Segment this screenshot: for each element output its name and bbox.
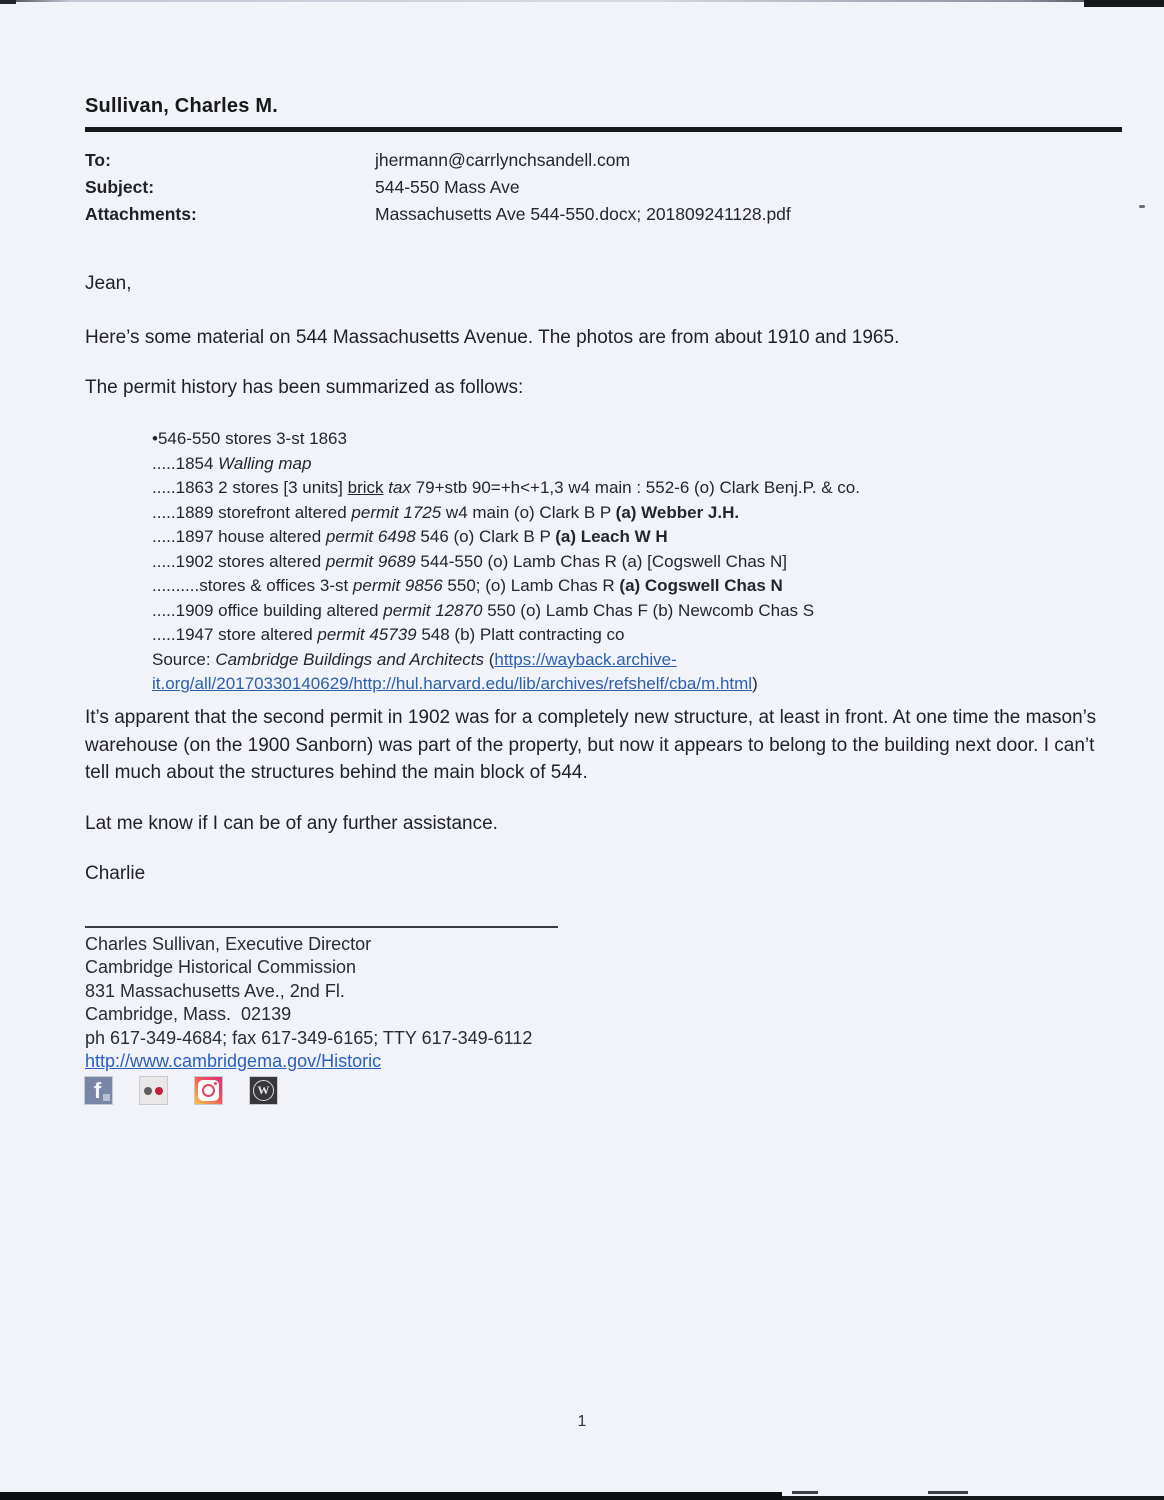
permit-line-segment: •546-550 stores 3-st 1863 [152,429,347,448]
email-header-fields [85,150,791,231]
signoff-name: Charlie [85,863,146,884]
permit-line-segment: permit 1725 [351,502,442,522]
permit-source-link[interactable]: it.org/all/20170330140629/http://hul.harvard.edu/lib/archives/refshelf/cba/m.html [152,674,753,693]
attachments-field-row [85,204,791,231]
permit-line-segment: 548 (b) Platt contracting co [416,625,625,644]
signature-divider-rule [85,926,558,928]
facebook-icon[interactable] [85,1077,112,1104]
scan-dot-artifact [1139,205,1145,208]
subject-field-row [85,177,791,204]
permit-history-line [152,501,860,526]
sender-name-heading: Sullivan, Charles M. [85,95,278,117]
wordpress-w-glyph: W [253,1080,274,1101]
permit-line-segment: .....1889 storefront altered [152,502,352,522]
permit-history-line [152,525,860,550]
permit-line-segment: permit 9856 [352,576,443,595]
permit-history-intro: The permit history has been summarized as follows: [85,377,524,398]
to-field-label: To: [85,150,111,170]
permit-line-segment: (a) Leach W H [555,527,668,546]
facebook-f-glyph: f [93,1078,102,1104]
permit-line-segment: 544-550 (o) Lamb Chas R (a) [Cogswell Chas N] [415,551,787,571]
signature-phone-line: ph 617-349-4684; fax 617-349-6165; TTY 617-349-6112 [85,1027,533,1048]
permit-line-segment: permit 12870 [383,600,483,620]
permit-history-line [152,452,860,477]
permit-line-segment: brick [347,478,384,497]
permit-line-segment: Cambridge Buildings and Architects [215,649,484,669]
attachments-field-label: Attachments: [85,204,197,224]
scan-bottom-tick [928,1491,968,1494]
instagram-icon[interactable] [195,1077,222,1104]
permit-line-segment: Walling map [218,453,312,473]
permit-history-line [152,648,860,673]
scan-top-left-mark [0,0,16,4]
instagram-camera-body [198,1080,219,1101]
permit-line-segment: 79+stb 90=+h<+1,3 w4 main : 552-6 (o) Clark Benj.P. & co. [410,478,860,497]
to-field-value: jhermann@carrlynchsandell.com [375,150,631,170]
signature-name-title: Charles Sullivan, Executive Director [85,934,372,954]
signature-address-line1: 831 Massachusetts Ave., 2nd Fl. [85,980,345,1001]
closing-line: Lat me know if I can be of any further assistance. [85,813,498,834]
flickr-red-dot [155,1087,163,1095]
permit-line-segment: (a) Webber J.H. [615,502,740,522]
signature-block [85,926,558,1104]
greeting-text: Jean, [85,273,132,294]
permit-line-segment: 546 (o) Clark B P [415,527,556,546]
permit-history-line [152,427,860,452]
permit-line-segment: .....1897 house altered [152,527,326,546]
signature-organization: Cambridge Historical Commission [85,957,357,978]
analysis-paragraph: It’s apparent that the second permit in 1902 was for a completely new structure, at least in front. At one time the mason’s warehouse (on the 1900 Sanborn) was part of the property, but now it appears to belong to the building next door. I can’t tell much about the structures behind the main block of 544. [85,707,1097,783]
intro-paragraph: Here’s some material on 544 Massachusetts Avenue. The photos are from about 1910 and 1965. [85,327,900,348]
permit-line-segment: .....1854 [152,453,219,473]
to-field-row [85,150,791,177]
permit-line-segment: permit 6498 [325,527,416,546]
permit-line-segment: .....1863 2 stores [3 units] [152,478,348,497]
permit-line-segment: (a) Cogswell Chas N [619,576,783,595]
instagram-camera-lens [202,1084,215,1097]
permit-line-segment: permit 9689 [325,551,416,571]
instagram-flash-dot [214,1082,217,1085]
permit-line-segment: .....1902 stores altered [152,551,326,571]
permit-history-line [152,672,860,697]
subject-field-label: Subject: [85,177,155,197]
page-number: 1 [577,1413,587,1430]
wordpress-icon[interactable] [250,1077,277,1104]
permit-line-segment: tax [388,478,411,497]
permit-line-segment: Source: [152,649,216,669]
permit-history-line [152,574,860,599]
scan-top-edge-artifact [0,0,1164,2]
permit-line-segment: 550; (o) Lamb Chas R [442,576,620,595]
scan-bottom-bar-left [0,1492,782,1500]
permit-history-line [152,599,860,624]
permit-history-line [152,550,860,575]
permit-history-list [152,427,860,697]
facebook-icon-notch [103,1094,110,1101]
permit-history-line [152,623,860,648]
scan-bottom-tick [792,1491,818,1494]
scan-top-right-mark [1084,0,1164,7]
permit-line-segment: ) [752,674,758,693]
permit-line-segment: .....1909 office building altered [152,600,384,620]
signature-address-line2: Cambridge, Mass. 02139 [85,1004,292,1025]
flickr-gray-dot [144,1087,152,1095]
subject-field-value: 544-550 Mass Ave [375,177,520,197]
flickr-icon[interactable] [140,1077,167,1104]
attachments-field-value: Massachusetts Ave 544-550.docx; 201809241128.pdf [375,204,791,224]
permit-line-segment: ..........stores & offices 3-st [152,576,353,595]
permit-history-line [152,476,860,501]
permit-line-segment: w4 main (o) Clark B P [441,502,616,522]
permit-line-segment: 550 (o) Lamb Chas F (b) Newcomb Chas S [482,600,815,620]
social-icons-row [85,1077,558,1104]
permit-line-segment: ( [483,649,495,669]
permit-line-segment: .....1947 store altered [152,625,318,644]
historic-website-link[interactable]: http://www.cambridgema.gov/Historic [85,1051,382,1072]
scan-bottom-bar-right [782,1496,1164,1500]
permit-line-segment: permit 45739 [317,625,417,644]
header-divider-rule [85,127,1122,132]
permit-source-link[interactable]: https://wayback.archive- [494,649,677,669]
